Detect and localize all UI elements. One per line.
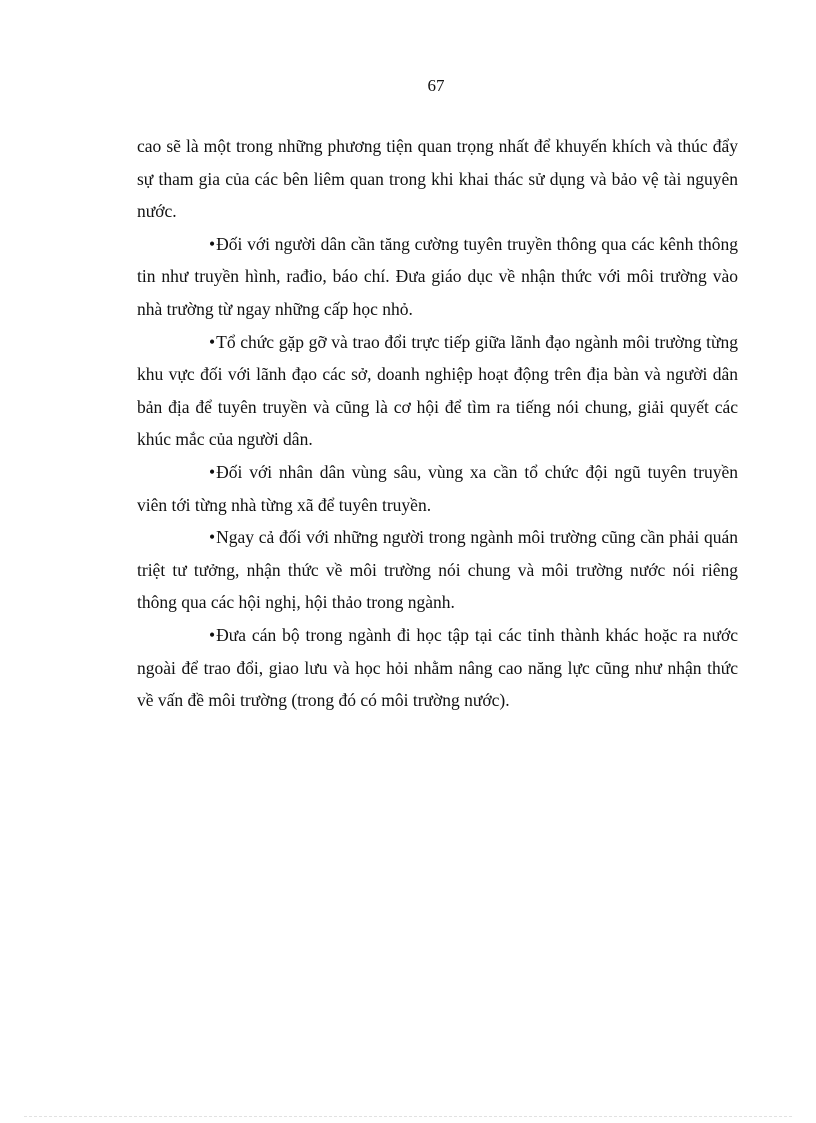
bullet-paragraph-remote-areas — [137, 456, 738, 521]
paragraph-text: Đối với người dân cần tăng cường tuyên truyền thông qua các kênh thông tin như truyền hình, rađio, báo chí. Đưa giáo dục về nhận thức với môi trường vào nhà trường từ ngay những cấp học nhỏ. — [137, 233, 738, 319]
bullet-icon: • — [209, 233, 216, 254]
paragraph-continuation — [137, 130, 738, 228]
paragraph-text: Tổ chức gặp gỡ và trao đổi trực tiếp giữa lãnh đạo ngành môi trường từng khu vực đối với lãnh đạo các sở, doanh nghiệp hoạt động trên địa bàn và người dân bản địa để tuyên truyền và cũng là cơ hội để tìm ra tiếng nói chung, giải quyết các khúc mắc của người dân. — [137, 331, 738, 450]
page-bottom-divider — [24, 1116, 792, 1117]
bullet-paragraph-media-outreach — [137, 228, 738, 326]
bullet-paragraph-internal-staff — [137, 521, 738, 619]
bullet-paragraph-training-abroad — [137, 619, 738, 717]
page-number-text: 67 — [427, 76, 445, 95]
paragraph-text: Đưa cán bộ trong ngành đi học tập tại các tỉnh thành khác hoặc ra nước ngoài để trao đổi, giao lưu và học hỏi nhằm nâng cao năng lực cũng như nhận thức về vấn đề môi trường (trong đó có môi trường nước). — [137, 624, 738, 711]
paragraph-text: cao sẽ là một trong những phương tiện quan trọng nhất để khuyến khích và thúc đẩy sự tham gia của các bên liêm quan trong khi khai thác sử dụng và bảo vệ tài nguyên nước. — [137, 136, 738, 222]
page-number — [0, 76, 816, 96]
bullet-paragraph-direct-meetings — [137, 326, 738, 456]
bullet-icon: • — [209, 331, 216, 352]
paragraph-text: Đối với nhân dân vùng sâu, vùng xa cần tổ chức đội ngũ tuyên truyền viên tới từng nhà từng xã để tuyên truyền. — [137, 461, 738, 515]
bullet-icon: • — [209, 624, 216, 645]
body-text — [137, 130, 738, 717]
bullet-icon: • — [209, 527, 216, 548]
paragraph-text: Ngay cả đối với những người trong ngành môi trường cũng cần phải quán triệt tư tưởng, nhận thức về môi trường nói chung và môi trường nước nói riêng thông qua các hội nghị, hội thảo trong ngành. — [137, 527, 738, 613]
bullet-icon: • — [209, 461, 216, 482]
